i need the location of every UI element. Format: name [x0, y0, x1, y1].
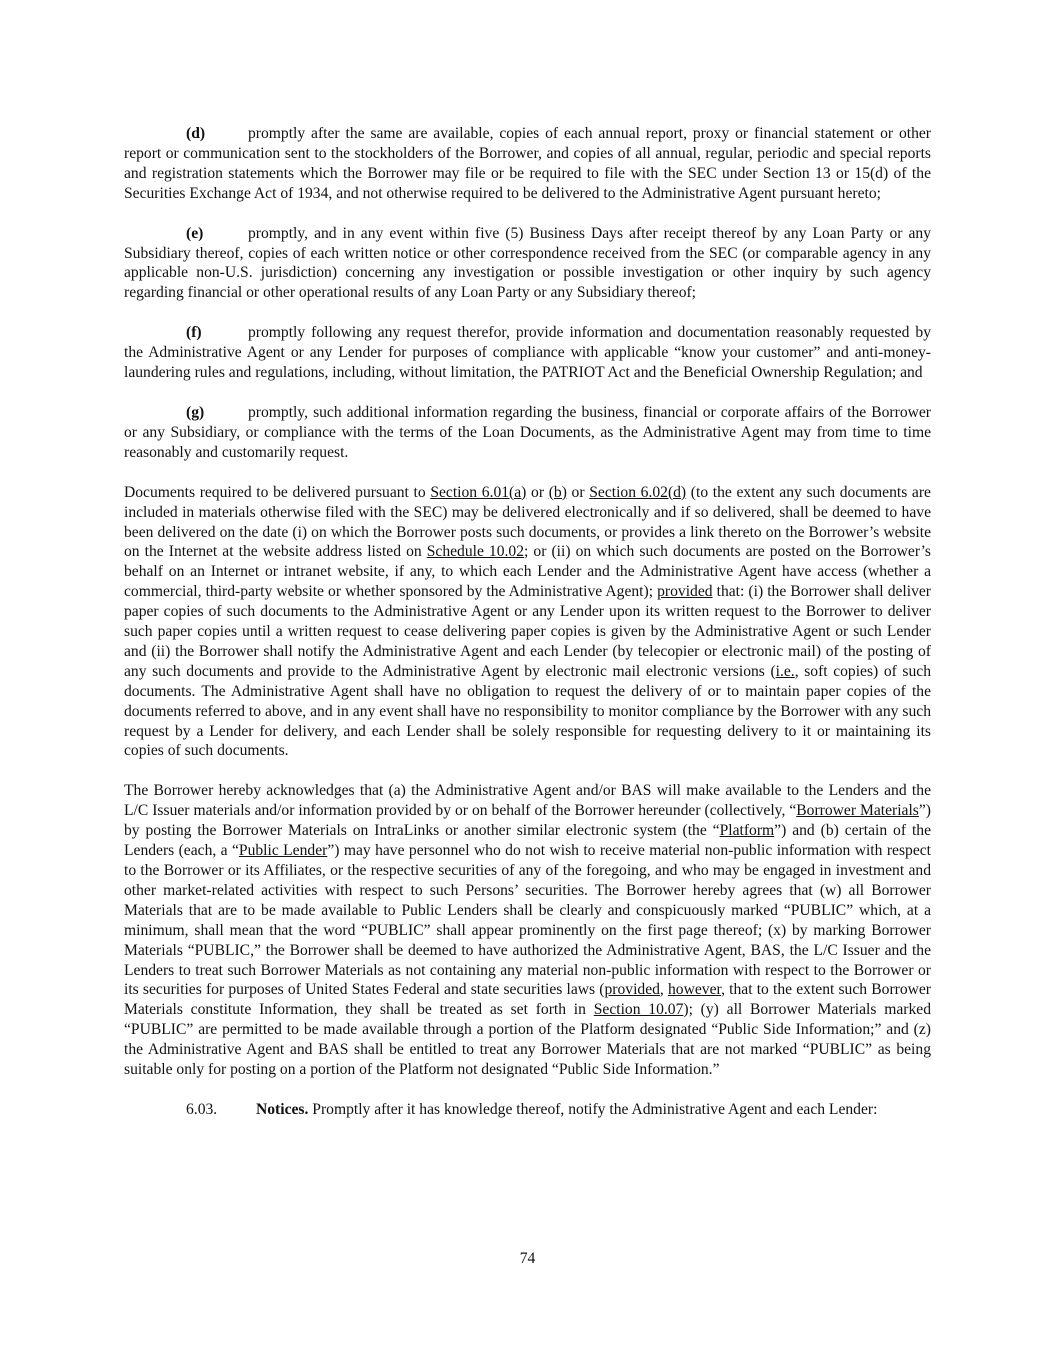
section-reference: Section 6.01(a) [430, 483, 527, 501]
text-run: , that to the extent such Borrower Materials constitute Information, they shall be treated as set forth in [124, 981, 932, 1019]
defined-term: provided [657, 583, 713, 601]
section-reference: (b) [548, 483, 567, 501]
text-run: or [566, 483, 590, 501]
clause-d [124, 124, 931, 204]
borrower-materials-paragraph [124, 781, 931, 1080]
clause-text: promptly, such additional information regarding the business, financial or corporate affairs of the Borrower or any Subsidiary, or compliance with the terms of the Loan Documents, as the Administrative Agent may from time to time reasonably and customarily request. [124, 403, 931, 461]
text-run: , soft copies) of such documents. The Administrative Agent shall have no obligation to request the delivery of or to maintain paper copies of the documents referred to above, and in any event shall have no responsibility to monitor compliance by the Borrower with any such request by a Lender for delivery, and each Lender shall be solely responsible for requesting delivery to it or maintaining its copies of such documents. [124, 662, 931, 760]
section-reference: Section 6.02(d) [589, 483, 687, 501]
text-run: (to the extent any such documents are included in materials otherwise filed with the SEC) may be delivered electronically and if so delivered, shall be deemed to have been delivered on the date (i) on which the Borrower posts such documents, or provides a link thereto on the Borrower’s website on the Internet at the website address listed on [124, 483, 931, 561]
section-title: Notices. [256, 1100, 309, 1118]
defined-term: Borrower Materials [796, 802, 919, 820]
clause-text: promptly following any request therefor, provide information and documentation reasonably requested by the Administrative Agent or any Lender for purposes of compliance with applicable “know your customer” and anti-money-laundering rules and regulations, including, without limitation, the PATRIOT Act and the Beneficial Ownership Regulation; and [124, 324, 931, 382]
defined-term: however [668, 981, 722, 999]
clause-e [124, 224, 931, 304]
text-run: that: (i) the Borrower shall deliver paper copies of such documents to the Administrative Agent or any Lender upon its written request to the Borrower to deliver such paper copies until a written request to cease delivering paper copies is given by the Administrative Agent or such Lender and (ii) the Borrower shall notify the Administrative Agent and each Lender (by telecopier or electronic mail) of the posting of any such documents and provide to the Administrative Agent by electronic mail electronic versions ( [124, 583, 931, 680]
clause-label: (f) [186, 324, 202, 342]
defined-term: Platform [719, 822, 775, 840]
document-page [124, 124, 931, 1140]
text-run: ; or (ii) on which such documents are posted on the Borrower’s behalf on an Internet or intranet website, if any, to which each Lender and the Administrative Agent have access (whether a commercial, third-party website or whether sponsored by the Administrative Agent); [124, 543, 931, 601]
text-run: ”) by posting the Borrower Materials on IntraLinks or another similar electronic system (the “ [124, 802, 931, 840]
clause-text: promptly, and in any event within five (5) Business Days after receipt thereof by any Loan Party or any Subsidiary thereof, copies of each written notice or other correspondence received from the SEC (or comparable agency in any applicable non-U.S. jurisdiction) concerning any investigation or possible investigation or other inquiry by such agency regarding financial or other operational results of any Loan Party or any Subsidiary thereof; [124, 224, 931, 302]
defined-term: provided [604, 981, 660, 999]
clause-label: (g) [186, 403, 205, 421]
clause-label: (d) [186, 125, 206, 142]
text-run: ); (y) all Borrower Materials marked “PUBLIC” are permitted to be made available through a portion of the Platform designated “Public Side Information;” and (z) the Administrative Agent and BAS shall be entitled to treat any Borrower Materials that are not marked “PUBLIC” as being suitable only for posting on a portion of the Platform not designated “Public Side Information.” [124, 1001, 931, 1079]
clause-f [124, 323, 931, 383]
text-run: The Borrower hereby acknowledges that (a) the Administrative Agent and/or BAS will make available to the Lenders and the L/C Issuer materials and/or information provided by or on behalf of the Borrower hereunder (collectively, “ [124, 782, 931, 820]
text-run: Documents required to be delivered pursuant to [124, 483, 431, 501]
clause-g [124, 403, 931, 463]
defined-term: Public Lender [238, 842, 328, 860]
text-run: ”) and (b) certain of the Lenders (each, a “ [124, 822, 931, 860]
text-run: , [659, 981, 668, 999]
clause-text: promptly after the same are available, copies of each annual report, proxy or financial statement or other report or communication sent to the stockholders of the Borrower, and copies of all annual, regular, periodic and special reports and registration statements which the Borrower may file or be required to file with the SEC under Section 13 or 15(d) of the Securities Exchange Act of 1934, and not otherwise required to be delivered to the Administrative Agent pursuant hereto; [124, 125, 931, 202]
documents-delivery-paragraph [124, 483, 931, 762]
section-reference: Section 10.07 [593, 1001, 684, 1019]
clause-label: (e) [186, 224, 204, 242]
text-run: ”) may have personnel who do not wish to receive material non-public information with respect to the Borrower or its Affiliates, or the respective securities of any of the foregoing, and who may be engaged in investment and other market-related activities with respect to such Persons’ securities. The Borrower hereby agrees that (w) all Borrower Materials that are to be made available to Public Lenders shall be clearly and conspicuously marked “PUBLIC” which, at a minimum, shall mean that the word “PUBLIC” shall appear prominently on the first page thereof; (x) by marking Borrower Materials “PUBLIC,” the Borrower shall be deemed to have authorized the Administrative Agent, BAS, the L/C Issuer and the Lenders to treat such Borrower Materials as not containing any material non-public information with respect to the Borrower or its securities for purposes of United States Federal and state securities laws ( [124, 842, 931, 999]
defined-term: i.e. [775, 662, 795, 680]
section-number: 6.03. [186, 1100, 218, 1118]
text-run: or [526, 483, 549, 501]
page-number: 74 [519, 1250, 536, 1267]
section-6-03 [124, 1100, 931, 1120]
schedule-reference: Schedule 10.02 [426, 543, 525, 561]
section-text: Promptly after it has knowledge thereof, notify the Administrative Agent and each Lender: [308, 1100, 878, 1118]
